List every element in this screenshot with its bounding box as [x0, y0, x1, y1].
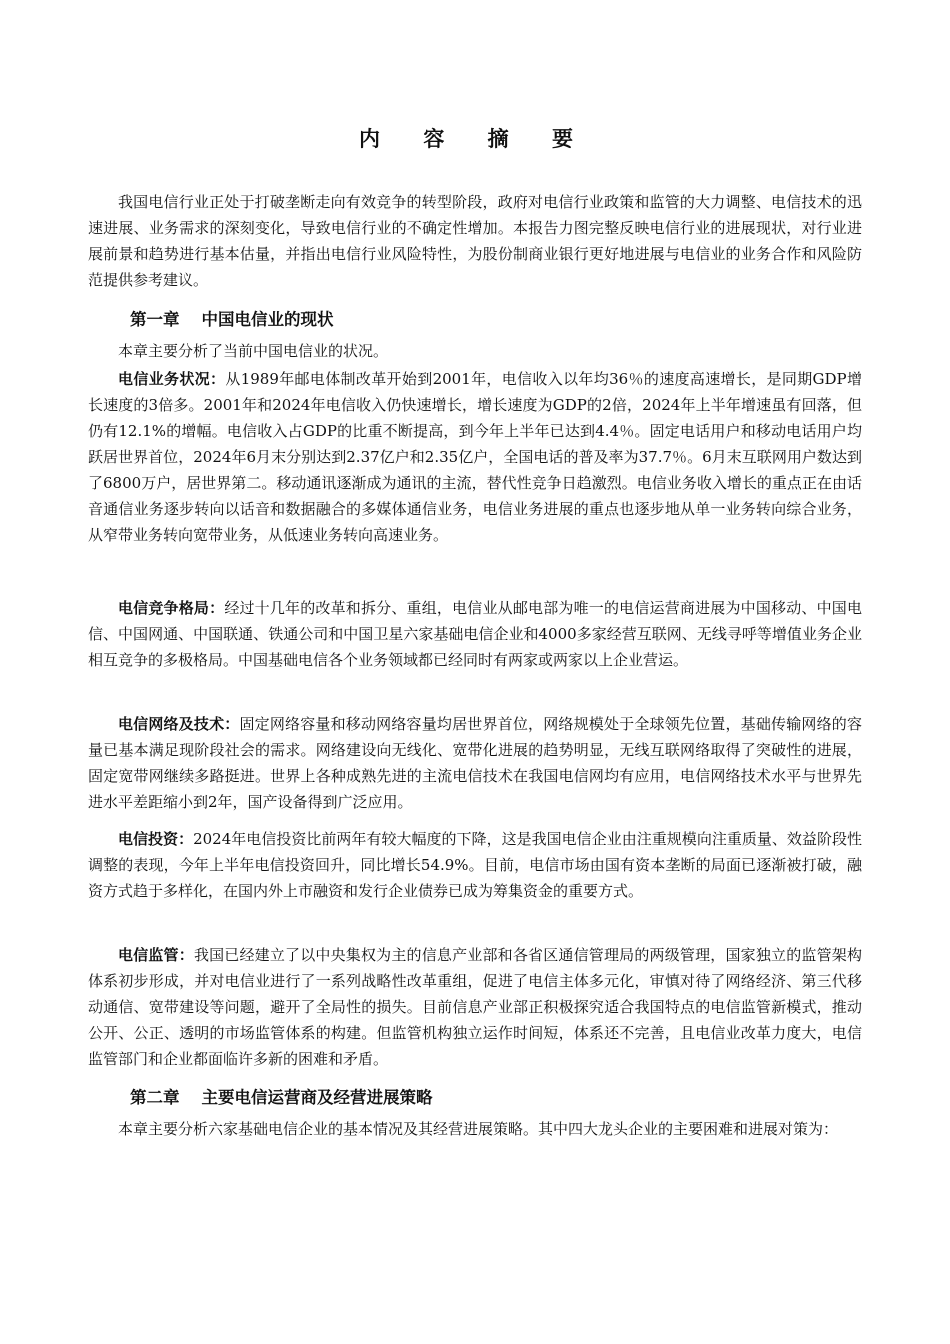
chapter-1-heading	[130, 307, 334, 333]
section-text: 我国已经建立了以中央集权为主的信息产业部和各省区通信管理局的两级管理，国家独立的监管架构体系初步形成，并对电信业进行了一系列战略性改革重组，促进了电信主体多元化，审慎对待了网络经济、第三代移动通信、宽带建设等问题，避开了全局性的损失。目前信息产业部正积极探究适合我国特点的电信监管新模式，推动公开、公正、透明的市场监管体系的构建。但监管机构独立运作时间短，体系还不完善，且电信业改革力度大，电信监管部门和企业都面临许多新的困难和矛盾。	[88, 946, 862, 1068]
section-network-technology	[88, 711, 862, 815]
section-label: 电信业务状况：	[118, 370, 226, 388]
section-text: 从1989年邮电体制改革开始到2001年，电信收入以年均36％的速度高速增长，是同期GDP增长速度的3倍多。2001年和2024年电信收入仍快速增长，增长速度为GDP的2倍，2024年上半年增速虽有回落，但仍有12.1%的增幅。电信收入占GDP的比重不断提高，到今年上半年已达到4.4％。固定电话用户和移动电话用户均跃居世界首位，2024年6月末分别达到2.37亿户和2.35亿户，全国电话的普及率为37.7％。6月末互联网用户数达到了6800万户，居世界第二。移动通讯逐渐成为通讯的主流，替代性竞争日趋激烈。电信业务收入增长的重点正在由话音通信业务逐步转向以话音和数据融合的多媒体通信业务，电信业务进展的重点也逐步地从单一业务转向综合业务，从窄带业务转向宽带业务，从低速业务转向高速业务。	[88, 370, 862, 544]
chapter-2-title: 主要电信运营商及经营进展策略	[201, 1088, 433, 1107]
section-text: 固定网络容量和移动网络容量均居世界首位，网络规模处于全球领先位置，基础传输网络的容量已基本满足现阶段社会的需求。网络建设向无线化、宽带化进展的趋势明显，无线互联网络取得了突破性的进展，固定宽带网继续多路挺进。世界上各种成熟先进的主流电信技术在我国电信网均有应用，电信网络技术水平与世界先进水平差距缩小到2年，国产设备得到广泛应用。	[88, 715, 862, 811]
section-text: 2024年电信投资比前两年有较大幅度的下降，这是我国电信企业由注重规模向注重质量、效益阶段性调整的表现，今年上半年电信投资回升，同比增长54.9%。目前，电信市场由国有资本垄断的局面已逐渐被打破，融资方式趋于多样化，在国内外上市融资和发行企业债券已成为筹集资金的重要方式。	[88, 830, 862, 900]
chapter-1-title: 中国电信业的现状	[201, 310, 334, 329]
section-investment	[88, 826, 862, 904]
section-text: 经过十几年的改革和拆分、重组，电信业从邮电部为唯一的电信运营商进展为中国移动、中国电信、中国网通、中国联通、铁通公司和中国卫星六家基础电信企业和4000多家经营互联网、无线寻呼等增值业务企业相互竞争的多极格局。中国基础电信各个业务领域都已经同时有两家或两家以上企业营运。	[88, 599, 862, 669]
chapter-1-intro: 本章主要分析了当前中国电信业的状况。	[118, 342, 389, 360]
chapter-2-intro: 本章主要分析六家基础电信企业的基本情况及其经营进展策略。其中四大龙头企业的主要困难和进展对策为：	[118, 1120, 839, 1138]
abstract-intro: 我国电信行业正处于打破垄断走向有效竞争的转型阶段，政府对电信行业政策和监管的大力调整、电信技术的迅速进展、业务需求的深刻变化，导致电信行业的不确定性增加。本报告力图完整反映电信行业的进展现状，对行业进展前景和趋势进行基本估量，并指出电信行业风险特性，为股份制商业银行更好地进展与电信业的业务合作和风险防范提供参考建议。	[88, 193, 862, 289]
section-business-status	[88, 366, 862, 548]
chapter-2-heading	[130, 1085, 433, 1111]
section-competition	[88, 595, 862, 673]
section-regulation	[88, 942, 862, 1072]
chapter-1-number: 第一章	[130, 310, 180, 329]
page-title: 内 容 摘 要	[359, 127, 591, 151]
section-label: 电信竞争格局：	[118, 599, 225, 617]
chapter-2-number: 第二章	[130, 1088, 180, 1107]
section-label: 电信监管：	[118, 946, 194, 964]
section-label: 电信投资：	[118, 830, 194, 848]
section-label: 电信网络及技术：	[118, 715, 240, 733]
